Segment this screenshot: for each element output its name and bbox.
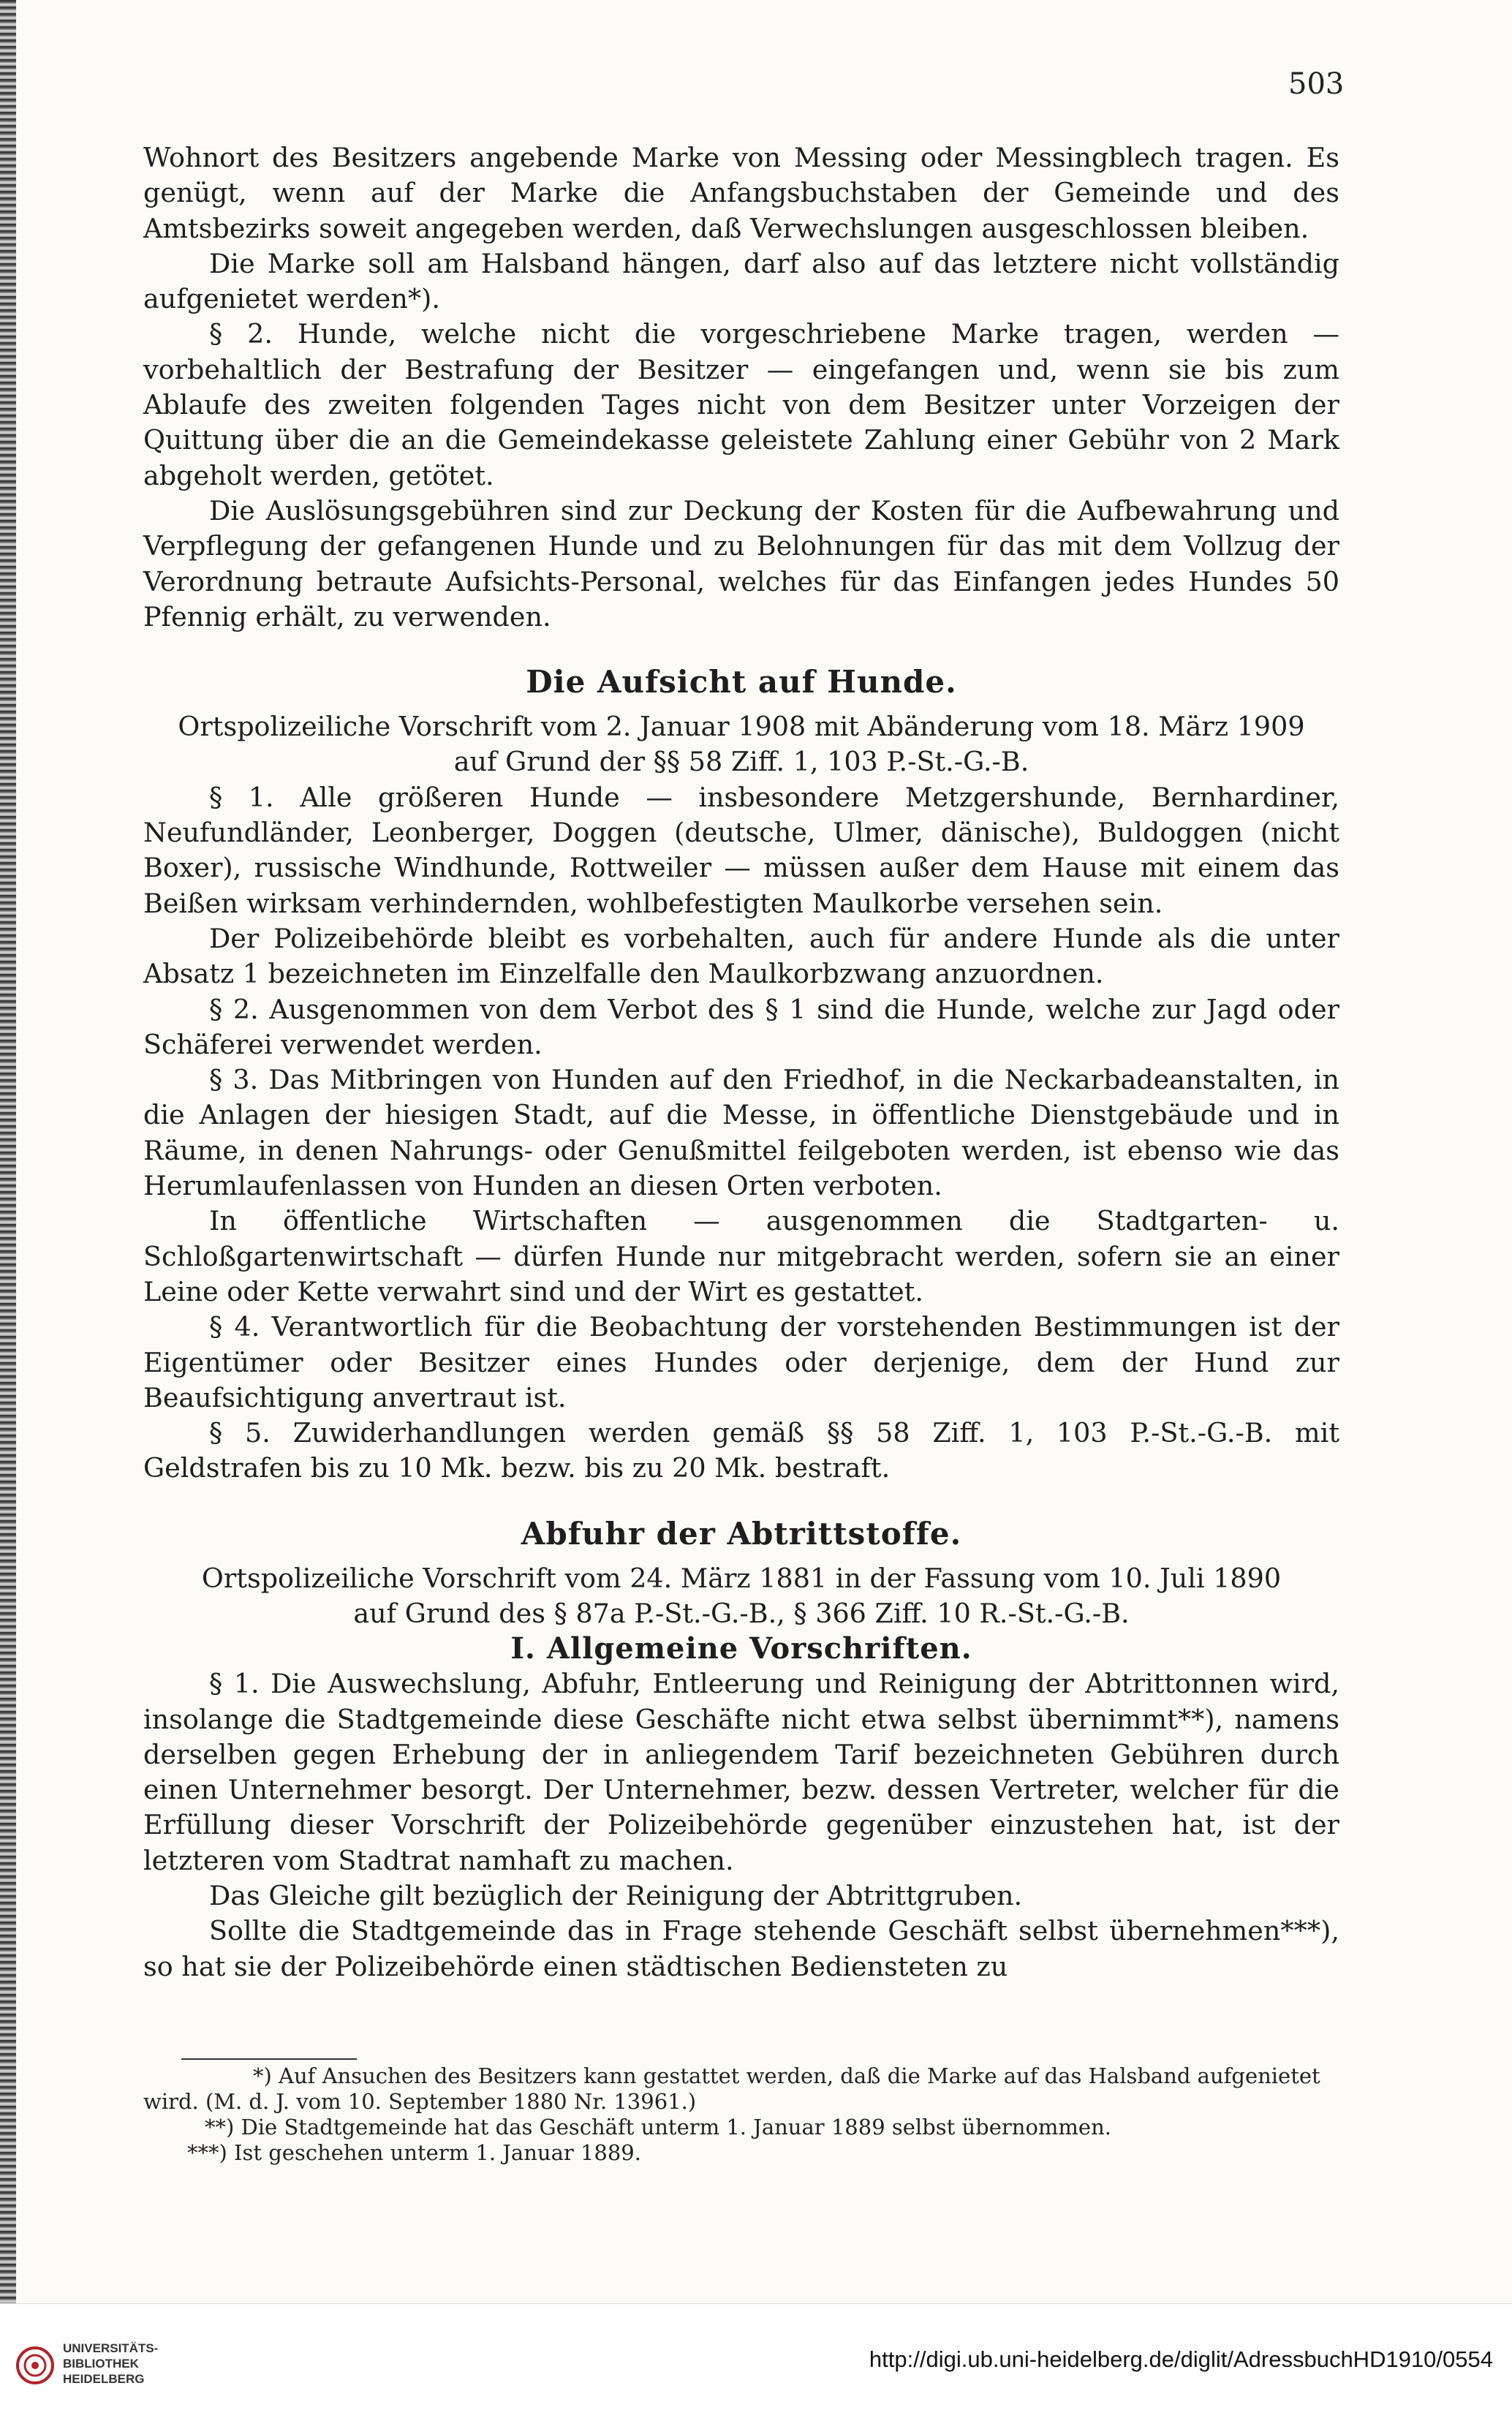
paragraph-maulkorbzwang: Der Polizeibehörde bleibt es vorbehalten, auch für andere Hunde als die unter Absatz 1 bezeichneten im Einzelfalle den Maulkorbzwang anzuordnen.	[143, 922, 1339, 990]
paragraph-ausloesungsgebuehren: Die Auslösungsgebühren sind zur Deckung der Kosten für die Aufbewahrung und Verpflegung der gefangenen Hunde und zu Belohnungen für das mit dem Vollzug der Verordnung betraute Aufsichts-Personal, welches für das Einfangen jedes Hundes 50 Pfennig erhält, zu verwenden.	[143, 494, 1339, 632]
paragraph-section-2-einfangen: § 2. Hunde, welche nicht die vorgeschriebene Marke tragen, werden — vorbehaltlich der Bestrafung der Besitzer — eingefangen und, wenn sie bis zum Ablaufe des zweiten folgenden Tages nicht von dem Besitzer unter Vorzeigen der Quittung über die an die Gemeindekasse geleistete Zahlung einer Gebühr von 2 Mark abgeholt werden, getötet.	[143, 318, 1339, 491]
source-note-hunde-line2: auf Grund der §§ 58 Ziff. 1, 103 P.-St.-G.-B.	[453, 746, 1029, 778]
paragraph-hunde-section-5: § 5. Zuwiderhandlungen werden gemäß §§ 58 Ziff. 1, 103 P.-St.-G.-B. mit Geldstrafen bis zu 10 Mk. bezw. bis zu 20 Mk. bestraft.	[143, 1417, 1339, 1484]
page-number: 503	[1288, 67, 1345, 101]
paragraph-hunde-section-4: § 4. Verantwortlich für die Beobachtung der vorstehenden Bestimmungen ist der Eigentümer oder Besitzer eines Hundes oder derjenige, dem der Hund zur Beaufsichtigung anvertraut ist.	[143, 1311, 1339, 1413]
source-note-hunde-line1: Ortspolizeiliche Vorschrift vom 2. Januar 1908 mit Abänderung vom 18. März 1909	[178, 711, 1305, 743]
paragraph-hunde-section-2: § 2. Ausgenommen von dem Verbot des § 1 sind die Hunde, welche zur Jagd oder Schäferei verwendet werden.	[143, 993, 1339, 1060]
footnote-2: **) Die Stadtgemeinde hat das Geschäft unterm 1. Januar 1889 selbst übernommen.	[205, 2115, 1111, 2139]
digital-library-footer	[0, 2303, 1512, 2421]
paragraph-halsband: Die Marke soll am Halsband hängen, darf also auf das letztere nicht vollständig aufgenietet werden*).	[143, 247, 1339, 315]
paragraph-wirtschaften: In öffentliche Wirtschaften — ausgenommen die Stadtgarten- u. Schloßgartenwirtschaft — dürfen Hunde nur mitgebracht werden, sofern sie an einer Leine oder Kette verwahrt sind und der Wirt es gestattet.	[143, 1205, 1339, 1307]
heading-aufsicht-auf-hunde: Die Aufsicht auf Hunde.	[526, 664, 957, 700]
subheading-allgemeine-vorschriften: I. Allgemeine Vorschriften.	[510, 1631, 972, 1666]
source-note-abfuhr-line2: auf Grund des § 87a P.-St.-G.-B., § 366 Ziff. 10 R.-St.-G.-B.	[353, 1597, 1130, 1629]
paragraph-stadtgemeinde: Sollte die Stadtgemeinde das in Frage stehende Geschäft selbst übernehmen***), so hat sie der Polizeibehörde einen städtischen Bediensteten zu	[143, 1915, 1339, 1982]
paragraph-abtrittgruben: Das Gleiche gilt bezüglich der Reinigung der Abtrittgruben.	[209, 1880, 1023, 1912]
institution-line-2: BIBLIOTHEK	[63, 2357, 139, 2371]
source-url-link[interactable]: http://digi.ub.uni-heidelberg.de/diglit/AdressbuchHD1910/0554	[869, 2346, 1493, 2372]
footnote-3: ***) Ist geschehen unterm 1. Januar 1889.	[187, 2140, 641, 2165]
footnote-divider	[181, 2058, 357, 2060]
footnote-1: *) Auf Ansuchen des Besitzers kann gestattet werden, daß die Marke auf das Halsband aufgenietet wird. (M. d. J. vom 10. September 1880 Nr. 13961.)	[143, 2063, 1320, 2114]
paragraph-hunde-section-1: § 1. Alle größeren Hunde — insbesondere Metzgershunde, Bernhardiner, Neufundländer, Leonberger, Doggen (deutsche, Ulmer, dänische), Buldoggen (nicht Boxer), russische Windhunde, Rottweiler — müssen außer dem Hause mit einem das Beißen wirksam verhindernden, wohlbefestigten Maulkorbe versehen sein.	[143, 781, 1339, 919]
scan-edge-decoration	[0, 0, 16, 2303]
section-spacer	[143, 635, 1339, 654]
paragraph-marke-continued: Wohnort des Besitzers angebende Marke von Messing oder Messingblech tragen. Es genügt, wenn auf der Marke die Anfangsbuchstaben der Gemeinde und des Amtsbezirks soweit angegeben werden, daß Verwechslungen ausgeschlossen bleiben.	[143, 142, 1339, 244]
institution-name	[63, 2341, 158, 2387]
institution-line-3: HEIDELBERG	[63, 2372, 145, 2386]
page-body	[143, 140, 1339, 1984]
source-note-abfuhr-line1: Ortspolizeiliche Vorschrift vom 24. März 1881 in der Fassung vom 10. Juli 1890	[201, 1562, 1282, 1594]
footnotes	[143, 2063, 1339, 2166]
university-seal-icon	[16, 2346, 54, 2384]
paragraph-hunde-section-3: § 3. Das Mitbringen von Hunden auf den Friedhof, in die Neckarbadeanstalten, in die Anlagen der hiesigen Stadt, auf die Messe, in öffentliche Dienstgebäude und in Räume, in denen Nahrungs- oder Genußmittel feilgeboten werden, ist ebenso wie das Herumlaufenlassen von Hunden an diesen Orten verboten.	[143, 1064, 1339, 1202]
paragraph-abfuhr-section-1: § 1. Die Auswechslung, Abfuhr, Entleerung und Reinigung der Abtrittonnen wird, insolange die Stadtgemeinde diese Geschäfte nicht etwa selbst übernimmt**), namens derselben gegen Erhebung der in anliegendem Tarif bezeichneten Gebühren durch einen Unternehmer besorgt. Der Unternehmer, bezw. dessen Vertreter, welcher für die Erfüllung dieser Vorschrift der Polizeibehörde gegenüber einzustehen hat, ist der letzteren vom Stadtrat namhaft zu machen.	[143, 1668, 1339, 1876]
section-spacer	[143, 1487, 1339, 1506]
heading-abfuhr-abtrittstoffe: Abfuhr der Abtrittstoffe.	[521, 1515, 962, 1552]
institution-line-1: UNIVERSITÄTS-	[63, 2341, 159, 2355]
